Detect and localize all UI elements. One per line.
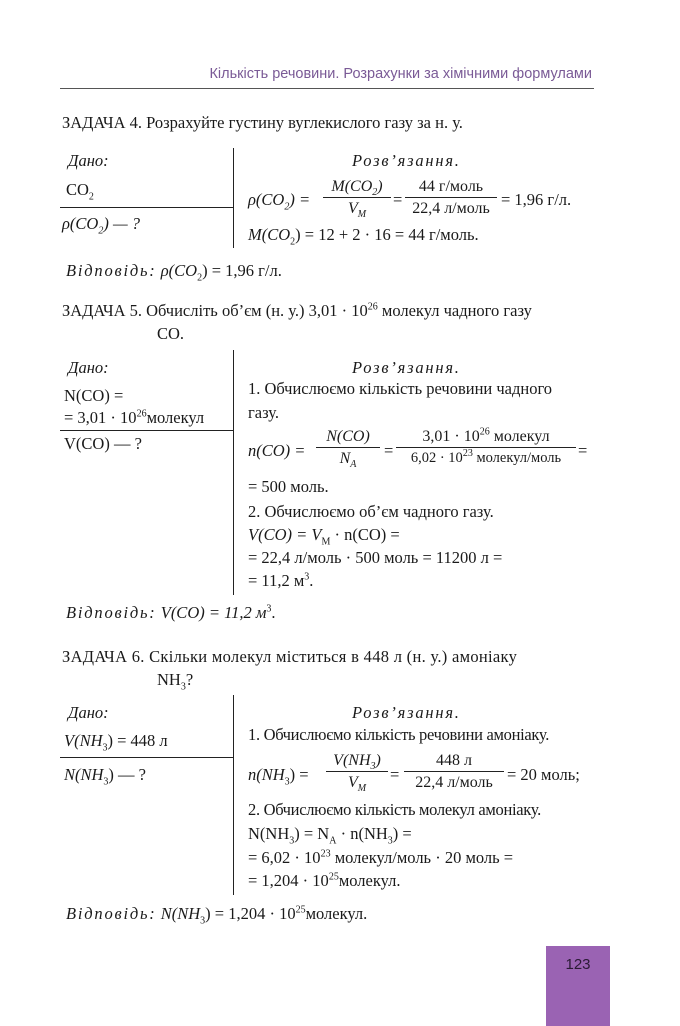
task5-v-line2: = 22,4 л/моль · 500 моль = 11200 л = xyxy=(248,548,503,567)
task4-horizontal-divider xyxy=(60,207,233,208)
task4-equals: = xyxy=(393,190,403,209)
task6-step1: 1. Обчислюємо кількість речовини амоніаку. xyxy=(248,725,550,744)
task6-answer: Відповідь: $N(NH_3) = 1,204$ · $10^{25}молекул$. xyxy=(66,904,368,927)
task6-horizontal-divider xyxy=(60,757,233,758)
task4-fraction-molar: $M(CO_2)$ $V_М$ xyxy=(323,177,391,218)
task5-fraction-avogadro: N(CO) $N_А$ xyxy=(316,427,380,468)
task4-eq1-lhs: $\rho(CO_2)$ = xyxy=(248,190,311,213)
task4-eq1-result: = 1,96 г/л. xyxy=(501,190,572,209)
task5-n-lhs: n(CO) = xyxy=(248,441,306,460)
task5-given-label: Дано: xyxy=(68,358,109,377)
task5-answer: Відповідь: V(CO) = 11,2 $м^3$. xyxy=(66,603,276,622)
task6-N-line3: = $1,204 \cdot 10^{25}молекул$. xyxy=(248,871,401,890)
task6-heading: ЗАДАЧА 6. Скільки молекул міститься в 448 л (н. у.) амоніаку xyxy=(62,647,518,666)
task4-eq2: $M(CO_2) = 12 + 2 \cdot 16 = 44$ г/моль. xyxy=(248,225,479,248)
task4-fraction-values: 44 г/моль 22,4 л/моль xyxy=(405,177,497,218)
task5-step1-line2: газу. xyxy=(248,403,279,422)
header-divider xyxy=(60,88,594,89)
task6-N-line2: = $6,02 \cdot 10^{23}$ молекул/моль · 20 моль = xyxy=(248,848,514,867)
task5-fraction-values: $3,01 \cdot 10^{26}$ молекул $6,02 \cdot 10^{23}$ молекул/моль xyxy=(396,427,576,468)
page-number: 123 xyxy=(565,956,591,973)
task5-equals: = xyxy=(384,441,394,460)
task4-given: $CO_2$ xyxy=(66,180,94,203)
task4-find: $\rho(CO_2)$ — ? xyxy=(62,214,141,237)
task6-n-result: = 20 моль; xyxy=(507,765,580,784)
task4-vertical-divider xyxy=(233,148,234,248)
task6-heading-line2: $NH_3$? xyxy=(157,670,194,693)
task5-n-result: = 500 моль. xyxy=(248,477,329,496)
task5-v-line3: = 11,2 $м^3$. xyxy=(248,571,314,590)
running-header: Кількість речовини. Розрахунки за хімічними формулами xyxy=(209,66,592,82)
task6-given: $V(NH_3) = 448$ л xyxy=(64,731,168,754)
task6-solution-label: Розв’язання. xyxy=(352,703,461,722)
task6-find: $N(NH_3)$ — ? xyxy=(64,765,146,788)
task5-horizontal-divider xyxy=(60,430,233,431)
task4-label: ЗАДАЧА 4. xyxy=(62,113,142,132)
task5-solution-label: Розв’язання. xyxy=(352,358,461,377)
task5-heading: ЗАДАЧА 5. Обчисліть об’єм (н. у.) $3,01 \cdot 10^{26}$ молекул чадного газу xyxy=(62,301,532,320)
task5-label: ЗАДАЧА 5. xyxy=(62,301,142,320)
task6-vertical-divider xyxy=(233,695,234,895)
task5-v-line1: $V(CO) = V_М \cdot n(CO)$ = xyxy=(248,525,400,548)
task5-vertical-divider xyxy=(233,350,234,595)
task5-given-line2: = $3,01 \cdot 10^{26}молекул$ xyxy=(64,408,205,427)
task5-heading-line2: CO. xyxy=(157,324,185,343)
task6-step2: 2. Обчислюємо кількість молекул амоніаку. xyxy=(248,800,541,819)
task5-step2: 2. Обчислюємо об’єм чадного газу. xyxy=(248,502,494,521)
task6-fraction-values: 448 л 22,4 л/моль xyxy=(404,751,504,792)
task4-heading xyxy=(62,113,463,133)
task6-equals: = xyxy=(390,765,400,784)
task6-fraction-molar: $V(NH_3)$ $V_М$ xyxy=(326,751,388,792)
task6-given-label: Дано: xyxy=(68,703,109,722)
task4-given-label: Дано: xyxy=(68,151,109,170)
task4-statement: Розрахуйте густину вуглекислого газу за н. у. xyxy=(146,113,463,132)
task6-n-lhs: $n(NH_3)$ = xyxy=(248,765,309,788)
task5-equals-end: = xyxy=(578,441,588,460)
task5-find: V(CO) — ? xyxy=(64,434,142,453)
task6-N-line1: $N(NH_3) = N_А \cdot n(NH_3)$ = xyxy=(248,824,412,847)
task5-step1-line1: 1. Обчислюємо кількість речовини чадного xyxy=(248,379,553,398)
task6-label: ЗАДАЧА 6. xyxy=(62,647,145,666)
task4-answer: Відповідь: $\rho(CO_2) = 1,96$ г/л. xyxy=(66,261,282,284)
task4-solution-label: Розв’язання. xyxy=(352,151,461,170)
task5-given-line1: N(CO) = xyxy=(64,386,124,405)
page-number-tab xyxy=(546,946,610,1026)
